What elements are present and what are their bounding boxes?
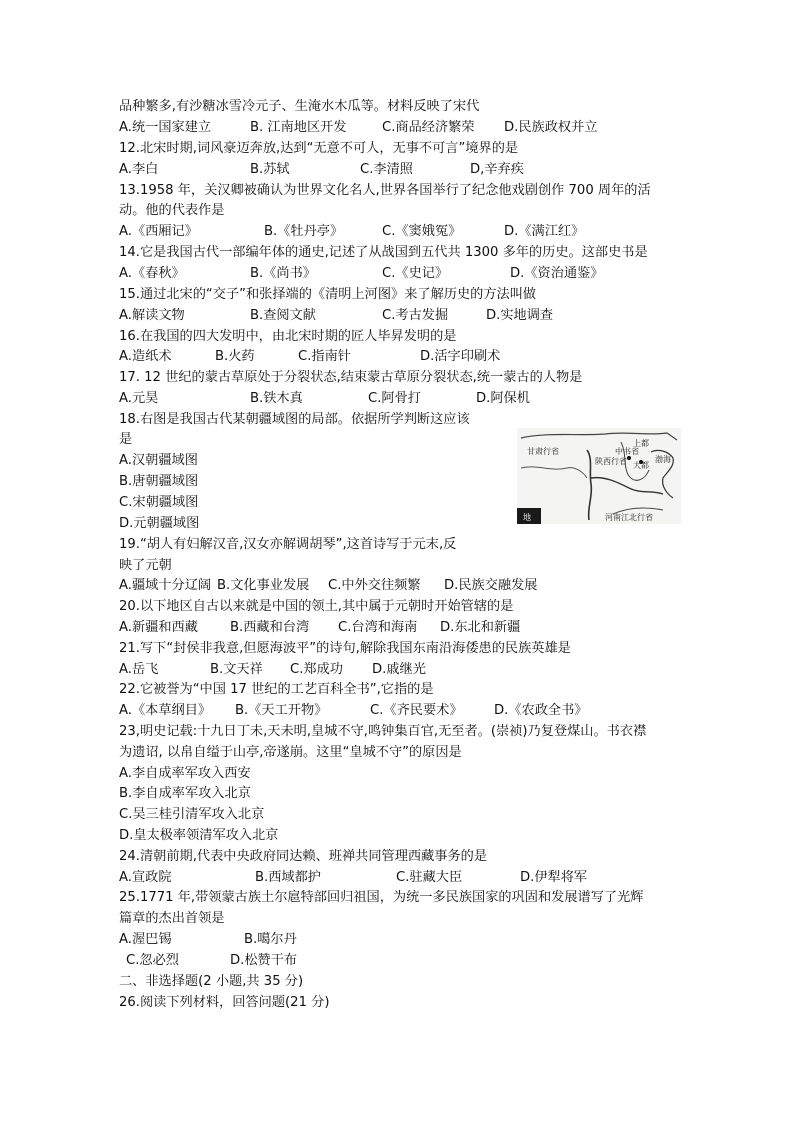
q25-option-c: C.忽必烈 <box>126 953 179 968</box>
q18-option-b: B.唐朝疆域图 <box>119 474 199 489</box>
q20-option-b: B.西藏和台湾 <box>230 620 310 635</box>
q14-option-a: A.《春秋》 <box>119 266 185 281</box>
q20-option-c: C.台湾和海南 <box>338 620 418 635</box>
territory-map-figure <box>517 428 681 524</box>
q25-stem-1: 25.1771 年,带领蒙古族土尔扈特部回归祖国，为统一多民族国家的巩固和发展谱写了光辉 <box>119 890 644 905</box>
q24-stem: 24.清朝前期,代表中央政府同达赖、班禅共同管理西藏事务的是 <box>119 849 488 864</box>
q13-option-d: D.《满江红》 <box>504 224 585 239</box>
q17-option-c: C.阿骨打 <box>368 391 421 406</box>
q23-option-a: A.李自成率军攻入西安 <box>119 766 251 781</box>
q19-option-a: A.疆域十分辽阔 <box>119 578 212 593</box>
q25-option-b: B.噶尔丹 <box>244 932 297 947</box>
q11-option-b: B. 江南地区开发 <box>250 120 347 135</box>
q11-option-d: D.民族政权并立 <box>504 120 598 135</box>
q16-option-c: C.指南针 <box>298 349 351 364</box>
q22-stem: 22.它被誉为“中国 17 世纪的工艺百科全书”,它指的是 <box>119 682 434 697</box>
q22-option-d: D.《农政全书》 <box>494 703 588 718</box>
map-label-dadu: 大都 <box>633 461 649 470</box>
q21-option-a: A.岳飞 <box>119 662 159 677</box>
q13-option-b: B.《牡丹亭》 <box>264 224 344 239</box>
q15-option-b: B.查阅文献 <box>250 308 316 323</box>
q21-stem: 21.写下“封侯非我意,但愿海波平”的诗句,解除我国东南沿海倭患的民族英雄是 <box>119 641 571 656</box>
q25-stem-2: 篇章的杰出首领是 <box>119 911 225 926</box>
q15-option-d: D.实地调查 <box>486 308 554 323</box>
q15-stem: 15.通过北宋的“交子”和张择端的《清明上河图》来了解历史的方法叫做 <box>119 287 537 302</box>
q16-option-a: A.造纸术 <box>119 349 172 364</box>
q11-option-c: C.商品经济繁荣 <box>382 120 475 135</box>
q24-option-a: A.宣政院 <box>119 870 172 885</box>
map-label-henan: 河南江北行省 <box>605 513 653 522</box>
q14-option-b: B.《尚书》 <box>250 266 316 281</box>
q23-option-c: C.吴三桂引清军攻入北京 <box>119 807 265 822</box>
map-label-shangdu: 上都 <box>633 439 649 448</box>
q19-option-b: B.文化事业发展 <box>217 578 310 593</box>
q20-stem: 20.以下地区自古以来就是中国的领土,其中属于元朝时开始管辖的是 <box>119 599 514 614</box>
q18-option-c: C.宋朝疆域图 <box>119 495 199 510</box>
q12-option-c: C.李清照 <box>360 162 413 177</box>
q22-option-c: C.《齐民要术》 <box>370 703 463 718</box>
q25-option-d: D.松赞干布 <box>230 953 298 968</box>
q12-option-b: B.苏轼 <box>250 162 290 177</box>
q20-option-d: D.东北和新疆 <box>440 620 521 635</box>
q19-stem-1: 19.“胡人有妇解汉音,汉女亦解调胡琴”,这首诗写于元末,反 <box>119 537 457 552</box>
q18-option-d: D.元朝疆域图 <box>119 516 200 531</box>
q11-stem: 品种繁多,有沙糖冰雪冷元子、生淹水木瓜等。材料反映了宋代 <box>119 99 480 114</box>
q23-stem-2: 为遗诏, 以帛自缢于山亭,帝遂崩。这里“皇城不守”的原因是 <box>119 745 462 760</box>
q22-option-a: A.《本草纲目》 <box>119 703 212 718</box>
q12-option-d: D,辛弃疾 <box>470 162 524 177</box>
q18-stem-1: 18.右图是我国古代某朝疆域图的局部。依据所学判断这应该 <box>119 412 470 427</box>
q19-stem-2: 映了元朝 <box>119 558 172 573</box>
q24-option-c: C.驻藏大臣 <box>396 870 463 885</box>
q17-option-b: B.铁木真 <box>250 391 303 406</box>
q13-option-c: C.《窦娥冤》 <box>382 224 462 239</box>
q13-option-a: A.《西厢记》 <box>119 224 198 239</box>
q15-option-c: C.考古发掘 <box>382 308 449 323</box>
q25-option-a: A.渥巴锡 <box>119 932 172 947</box>
map-city-dot <box>627 456 631 460</box>
q24-option-d: D.伊犁将军 <box>520 870 588 885</box>
q20-option-a: A.新疆和西藏 <box>119 620 198 635</box>
q17-stem: 17. 12 世纪的蒙古草原处于分裂状态,结束蒙古草原分裂状态,统一蒙古的人物是 <box>119 370 583 385</box>
q15-option-a: A.解读文物 <box>119 308 185 323</box>
q11-option-a: A.统一国家建立 <box>119 120 212 135</box>
q21-option-d: D.戚继光 <box>372 662 426 677</box>
section-two-heading: 二、非选择题(2 小题,共 35 分) <box>119 974 304 989</box>
q24-option-b: B.西域都护 <box>255 870 321 885</box>
q21-option-c: C.郑成功 <box>290 662 343 677</box>
q14-stem: 14.它是我国古代一部编年体的通史,记述了从战国到五代共 1300 多年的历史。这部史书是 <box>119 245 648 260</box>
q14-option-c: C.《史记》 <box>382 266 449 281</box>
map-label-shaanxi: 陕西行省 <box>595 457 627 466</box>
map-background <box>517 428 681 524</box>
q19-option-d: D.民族交融发展 <box>444 578 538 593</box>
q23-option-b: B.李自成率军攻入北京 <box>119 786 251 801</box>
q13-stem-2: 动。他的代表作是 <box>119 203 225 218</box>
q16-stem: 16.在我国的四大发明中，由北宋时期的匠人毕昇发明的是 <box>119 329 457 344</box>
q21-option-b: B.文天祥 <box>210 662 263 677</box>
q12-option-a: A.李白 <box>119 162 159 177</box>
q26-stem: 26.阅读下列材料，回答问题(21 分) <box>119 995 330 1010</box>
q16-option-d: D.活字印刷术 <box>420 349 501 364</box>
q13-stem-1: 13.1958 年，关汉卿被确认为世界文化名人,世界各国举行了纪念他戏剧创作 700 周年的活 <box>119 183 651 198</box>
q12-stem: 12.北宋时期,词风豪迈奔放,达到“无意不可人，无事不可言”境界的是 <box>119 141 519 156</box>
q22-option-b: B.《天工开物》 <box>235 703 328 718</box>
map-label-corner: 地 <box>523 513 531 522</box>
map-label-zhongshu: 中书省 <box>615 447 639 456</box>
map-label-gansu: 甘肃行省 <box>527 447 559 456</box>
map-label-bohai: 渤海 <box>655 455 671 464</box>
q18-option-a: A.汉朝疆域图 <box>119 453 198 468</box>
q23-option-d: D.皇太极率领清军攻入北京 <box>119 828 279 843</box>
q17-option-d: D.阿保机 <box>476 391 530 406</box>
q18-stem-2: 是 <box>119 432 133 447</box>
q16-option-b: B.火药 <box>215 349 255 364</box>
q19-option-c: C.中外交往频繁 <box>328 578 421 593</box>
q23-stem-1: 23,明史记载:十九日丁未,天未明,皇城不守,鸣钟集百官,无至者。(崇祯)乃复登煤山。书衣襟 <box>119 724 647 739</box>
q14-option-d: D.《资治通鉴》 <box>510 266 604 281</box>
q17-option-a: A.元昊 <box>119 391 159 406</box>
